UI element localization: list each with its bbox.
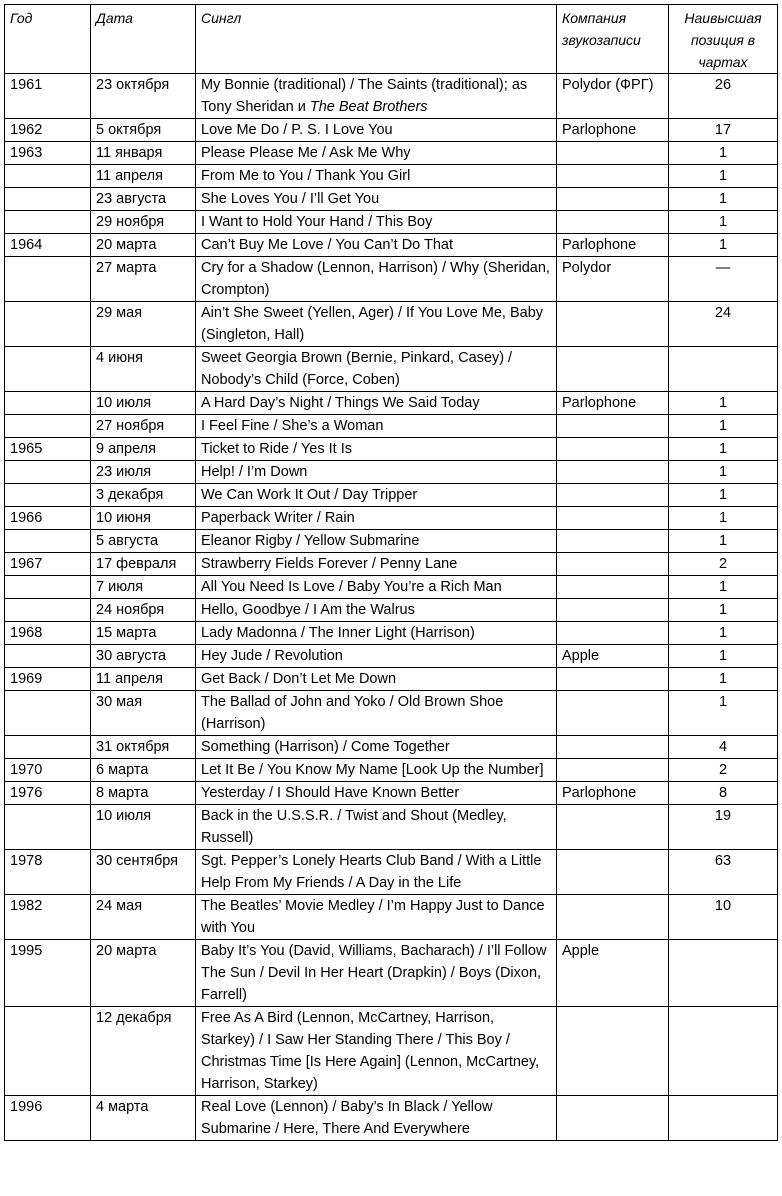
cell-position: 1	[669, 530, 778, 553]
table-row	[5, 392, 778, 415]
cell-date: 20 марта	[91, 940, 196, 1007]
cell-position: 1	[669, 668, 778, 691]
table-row	[5, 507, 778, 530]
cell-position: 1	[669, 645, 778, 668]
cell-year	[5, 211, 91, 234]
single-title: Paperback Writer / Rain	[201, 510, 355, 526]
cell-date: 11 апреля	[91, 668, 196, 691]
cell-label	[557, 142, 669, 165]
cell-year: 1995	[5, 940, 91, 1007]
cell-year: 1982	[5, 895, 91, 940]
cell-position: 1	[669, 484, 778, 507]
single-title: Get Back / Don’t Let Me Down	[201, 671, 397, 687]
cell-year	[5, 530, 91, 553]
single-title: Something (Harrison) / Come Together	[201, 739, 450, 755]
cell-label	[557, 165, 669, 188]
cell-year	[5, 599, 91, 622]
single-title: She Loves You / I’ll Get You	[201, 191, 380, 207]
cell-single	[196, 507, 557, 530]
cell-year: 1965	[5, 438, 91, 461]
cell-date: 23 июля	[91, 461, 196, 484]
cell-position: 1	[669, 415, 778, 438]
cell-date: 31 октября	[91, 736, 196, 759]
header-single: Сингл	[196, 5, 557, 74]
cell-label	[557, 415, 669, 438]
table-row	[5, 805, 778, 850]
cell-label	[557, 691, 669, 736]
cell-position: 1	[669, 691, 778, 736]
cell-label	[557, 895, 669, 940]
table-row	[5, 645, 778, 668]
cell-position: 17	[669, 119, 778, 142]
cell-date: 30 сентября	[91, 850, 196, 895]
table-body	[5, 74, 778, 1141]
cell-year	[5, 691, 91, 736]
cell-date: 24 ноября	[91, 599, 196, 622]
cell-year: 1969	[5, 668, 91, 691]
cell-year	[5, 188, 91, 211]
cell-date: 4 марта	[91, 1096, 196, 1141]
cell-single	[196, 645, 557, 668]
cell-single	[196, 484, 557, 507]
cell-year	[5, 1007, 91, 1096]
cell-label	[557, 1096, 669, 1141]
cell-date: 17 февраля	[91, 553, 196, 576]
cell-label: Parlophone	[557, 119, 669, 142]
cell-position	[669, 1096, 778, 1141]
table-row	[5, 1096, 778, 1141]
cell-year	[5, 347, 91, 392]
table-row	[5, 1007, 778, 1096]
cell-year	[5, 302, 91, 347]
table-row	[5, 347, 778, 392]
cell-date: 23 августа	[91, 188, 196, 211]
table-row	[5, 850, 778, 895]
single-title: Sweet Georgia Brown (Bernie, Pinkard, Casey) / Nobody’s Child (Force, Coben)	[201, 350, 513, 388]
table-row	[5, 165, 778, 188]
single-title: Hello, Goodbye / I Am the Walrus	[201, 602, 415, 618]
cell-position: 1	[669, 165, 778, 188]
cell-position: 24	[669, 302, 778, 347]
table-row	[5, 759, 778, 782]
single-title: Strawberry Fields Forever / Penny Lane	[201, 556, 458, 572]
cell-single	[196, 622, 557, 645]
single-title: Baby It’s You (David, Williams, Bacharach) / I’ll Follow The Sun / Devil In Her Heart (Drapkin) / Boys (Dixon, Farrell)	[201, 943, 547, 1003]
cell-label	[557, 759, 669, 782]
table-row	[5, 415, 778, 438]
cell-date: 29 ноября	[91, 211, 196, 234]
table-row	[5, 576, 778, 599]
single-title: The Ballad of John and Yoko / Old Brown Shoe (Harrison)	[201, 694, 504, 732]
cell-label: Polydor	[557, 257, 669, 302]
cell-year: 1961	[5, 74, 91, 119]
cell-date: 12 декабря	[91, 1007, 196, 1096]
cell-date: 24 мая	[91, 895, 196, 940]
cell-date: 5 октября	[91, 119, 196, 142]
cell-date: 10 июля	[91, 392, 196, 415]
cell-label	[557, 850, 669, 895]
table-row	[5, 668, 778, 691]
cell-year: 1966	[5, 507, 91, 530]
cell-label	[557, 188, 669, 211]
cell-label	[557, 576, 669, 599]
cell-label	[557, 553, 669, 576]
cell-position: 1	[669, 576, 778, 599]
cell-position	[669, 347, 778, 392]
cell-single	[196, 74, 557, 119]
table-row	[5, 188, 778, 211]
header-position: Наивысшая позиция в чартах	[669, 5, 778, 74]
cell-single	[196, 553, 557, 576]
cell-single	[196, 119, 557, 142]
table-row	[5, 484, 778, 507]
cell-label	[557, 599, 669, 622]
single-title: Help! / I’m Down	[201, 464, 308, 480]
single-title: A Hard Day’s Night / Things We Said Today	[201, 395, 480, 411]
cell-position	[669, 1007, 778, 1096]
table-row	[5, 438, 778, 461]
cell-single	[196, 347, 557, 392]
cell-year: 1963	[5, 142, 91, 165]
cell-year	[5, 461, 91, 484]
cell-label	[557, 438, 669, 461]
cell-date: 4 июня	[91, 347, 196, 392]
cell-position: 26	[669, 74, 778, 119]
cell-date: 6 марта	[91, 759, 196, 782]
cell-single	[196, 759, 557, 782]
cell-position: 19	[669, 805, 778, 850]
cell-year	[5, 392, 91, 415]
cell-label	[557, 302, 669, 347]
cell-label: Parlophone	[557, 782, 669, 805]
cell-date: 27 ноября	[91, 415, 196, 438]
single-title: Eleanor Rigby / Yellow Submarine	[201, 533, 420, 549]
single-title: I Want to Hold Your Hand / This Boy	[201, 214, 433, 230]
cell-position: 1	[669, 461, 778, 484]
cell-year	[5, 805, 91, 850]
cell-single	[196, 188, 557, 211]
cell-date: 23 октября	[91, 74, 196, 119]
cell-label: Polydor (ФРГ)	[557, 74, 669, 119]
cell-label: Apple	[557, 645, 669, 668]
cell-single	[196, 850, 557, 895]
cell-single	[196, 691, 557, 736]
cell-year: 1996	[5, 1096, 91, 1141]
cell-single	[196, 895, 557, 940]
single-title: Lady Madonna / The Inner Light (Harrison)	[201, 625, 475, 641]
cell-label	[557, 461, 669, 484]
table-row	[5, 257, 778, 302]
cell-position: 1	[669, 438, 778, 461]
cell-date: 20 марта	[91, 234, 196, 257]
table-row	[5, 622, 778, 645]
cell-label	[557, 805, 669, 850]
single-title: Real Love (Lennon) / Baby’s In Black / Yellow Submarine / Here, There And Everywhere	[201, 1099, 493, 1137]
cell-date: 30 августа	[91, 645, 196, 668]
singles-table	[4, 4, 778, 1141]
single-title: Back in the U.S.S.R. / Twist and Shout (Medley, Russell)	[201, 808, 507, 846]
cell-position: 1	[669, 507, 778, 530]
single-title: Let It Be / You Know My Name [Look Up the Number]	[201, 762, 544, 778]
table-header-row	[5, 5, 778, 74]
cell-label	[557, 736, 669, 759]
cell-date: 11 января	[91, 142, 196, 165]
cell-position: 63	[669, 850, 778, 895]
header-year: Год	[5, 5, 91, 74]
cell-single	[196, 736, 557, 759]
cell-label: Parlophone	[557, 234, 669, 257]
cell-single	[196, 211, 557, 234]
cell-date: 10 июня	[91, 507, 196, 530]
cell-single	[196, 940, 557, 1007]
single-title: All You Need Is Love / Baby You’re a Rich Man	[201, 579, 502, 595]
single-title: Yesterday / I Should Have Known Better	[201, 785, 460, 801]
table-row	[5, 302, 778, 347]
cell-single	[196, 392, 557, 415]
cell-date: 27 марта	[91, 257, 196, 302]
table-row	[5, 736, 778, 759]
cell-position: 2	[669, 759, 778, 782]
cell-single	[196, 668, 557, 691]
table-row	[5, 940, 778, 1007]
single-title: I Feel Fine / She’s a Woman	[201, 418, 384, 434]
table-row	[5, 142, 778, 165]
table-row	[5, 691, 778, 736]
table-row	[5, 599, 778, 622]
header-date: Дата	[91, 5, 196, 74]
cell-label	[557, 484, 669, 507]
cell-label	[557, 347, 669, 392]
cell-date: 3 декабря	[91, 484, 196, 507]
cell-year: 1964	[5, 234, 91, 257]
cell-single	[196, 438, 557, 461]
cell-position	[669, 940, 778, 1007]
single-title-emphasis: The Beat Brothers	[309, 99, 428, 115]
table-row	[5, 234, 778, 257]
cell-single	[196, 142, 557, 165]
single-title: Free As A Bird (Lennon, McCartney, Harrison, Starkey) / I Saw Her Standing There / This Boy / Christmas Time [Is Here Again] (Lennon, McCartney, Harrison, Starkey)	[201, 1010, 540, 1092]
single-title: Ain’t She Sweet (Yellen, Ager) / If You Love Me, Baby (Singleton, Hall)	[201, 305, 544, 343]
single-title: Can’t Buy Me Love / You Can’t Do That	[201, 237, 454, 253]
cell-single	[196, 530, 557, 553]
cell-single	[196, 415, 557, 438]
single-title: Sgt. Pepper’s Lonely Hearts Club Band / With a Little Help From My Friends / A Day in the Life	[201, 853, 542, 891]
table-row	[5, 461, 778, 484]
cell-label	[557, 668, 669, 691]
single-title: Ticket to Ride / Yes It Is	[201, 441, 352, 457]
cell-label	[557, 530, 669, 553]
cell-label	[557, 507, 669, 530]
cell-position: —	[669, 257, 778, 302]
cell-year	[5, 736, 91, 759]
table-row	[5, 553, 778, 576]
cell-position: 4	[669, 736, 778, 759]
single-title: From Me to You / Thank You Girl	[201, 168, 411, 184]
table-row	[5, 895, 778, 940]
cell-single	[196, 805, 557, 850]
cell-year: 1978	[5, 850, 91, 895]
cell-single	[196, 576, 557, 599]
table-row	[5, 530, 778, 553]
cell-date: 15 марта	[91, 622, 196, 645]
cell-year	[5, 645, 91, 668]
cell-date: 11 апреля	[91, 165, 196, 188]
cell-year: 1962	[5, 119, 91, 142]
single-title: Please Please Me / Ask Me Why	[201, 145, 411, 161]
cell-date: 5 августа	[91, 530, 196, 553]
cell-date: 29 мая	[91, 302, 196, 347]
cell-position: 10	[669, 895, 778, 940]
cell-label	[557, 1007, 669, 1096]
cell-position: 2	[669, 553, 778, 576]
single-title: Hey Jude / Revolution	[201, 648, 343, 664]
cell-single	[196, 782, 557, 805]
cell-single	[196, 302, 557, 347]
table-row	[5, 782, 778, 805]
cell-single	[196, 1007, 557, 1096]
single-title: We Can Work It Out / Day Tripper	[201, 487, 418, 503]
cell-label: Apple	[557, 940, 669, 1007]
cell-single	[196, 257, 557, 302]
cell-position: 1	[669, 622, 778, 645]
cell-year	[5, 415, 91, 438]
cell-single	[196, 599, 557, 622]
cell-position: 1	[669, 392, 778, 415]
cell-date: 30 мая	[91, 691, 196, 736]
cell-label	[557, 622, 669, 645]
cell-position: 8	[669, 782, 778, 805]
cell-date: 10 июля	[91, 805, 196, 850]
table-row	[5, 74, 778, 119]
cell-date: 7 июля	[91, 576, 196, 599]
header-label: Компания звукозаписи	[557, 5, 669, 74]
table-row	[5, 119, 778, 142]
cell-label	[557, 211, 669, 234]
cell-year: 1967	[5, 553, 91, 576]
single-title: The Beatles’ Movie Medley / I’m Happy Just to Dance with You	[201, 898, 545, 936]
cell-year: 1970	[5, 759, 91, 782]
cell-year	[5, 576, 91, 599]
cell-single	[196, 461, 557, 484]
cell-single	[196, 234, 557, 257]
cell-year	[5, 484, 91, 507]
cell-year: 1968	[5, 622, 91, 645]
table-row	[5, 211, 778, 234]
cell-label: Parlophone	[557, 392, 669, 415]
cell-year: 1976	[5, 782, 91, 805]
single-title: My Bonnie (traditional) / The Saints (traditional); as Tony Sheridan и	[201, 77, 528, 115]
cell-position: 1	[669, 599, 778, 622]
cell-position: 1	[669, 234, 778, 257]
cell-year	[5, 165, 91, 188]
cell-position: 1	[669, 211, 778, 234]
single-title: Cry for a Shadow (Lennon, Harrison) / Why (Sheridan, Crompton)	[201, 260, 550, 298]
cell-date: 9 апреля	[91, 438, 196, 461]
cell-single	[196, 1096, 557, 1141]
single-title: Love Me Do / P. S. I Love You	[201, 122, 393, 138]
cell-position: 1	[669, 142, 778, 165]
cell-year	[5, 257, 91, 302]
cell-single	[196, 165, 557, 188]
cell-date: 8 марта	[91, 782, 196, 805]
cell-position: 1	[669, 188, 778, 211]
